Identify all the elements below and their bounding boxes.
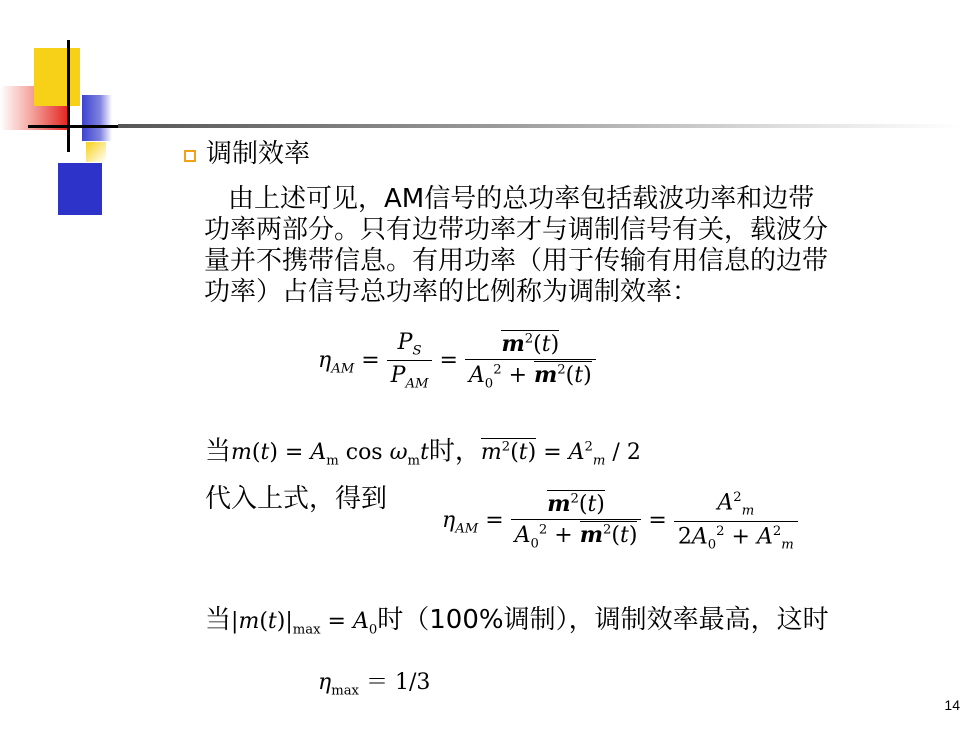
decor-vertical-line [67, 40, 70, 152]
paragraph-line: 功率）占信号总功率的比例称为调制效率： [204, 277, 699, 307]
decor-yellow-small [86, 142, 106, 162]
equation-efficiency-substituted: $\eta_{AM}$ = $\frac{m^2(t)}{A_0^2 + m^2(t)}$ = $\frac{A^2_m}{2A_0^2 + A^2_m}$ [442, 490, 798, 552]
title-divider-line [118, 124, 960, 128]
equation-efficiency: $\eta_{AM}$ = $\frac{P_S}{P_{AM}}$ = $\frac{m^2(t)}{A_0^2 + m^2(t)}$ [318, 330, 596, 392]
paragraph-line: 由上述可见，AM信号的总功率包括载波功率和边带 [228, 184, 815, 214]
bullet-title: 调制效率 [206, 139, 311, 169]
max-efficiency-line: 当$|m(t)|_{max} = A_0$时（100%调制），调制效率最高，这时 [205, 605, 829, 638]
decor-blue-gradient [82, 95, 112, 141]
decor-cross-line [28, 125, 118, 128]
decor-blue-square [58, 163, 102, 215]
paragraph-line: 功率两部分。只有边带功率才与调制信号有关，载波分 [204, 215, 829, 245]
body-paragraph [204, 184, 944, 308]
decor-yellow-square [34, 48, 80, 106]
page-number: 14 [944, 697, 960, 713]
substitute-line: 代入上式，得到 [205, 484, 388, 514]
bullet-square-icon [184, 150, 196, 162]
paragraph-line: 量并不携带信息。有用功率（用于传输有用信息的边带 [204, 246, 829, 276]
equation-max-efficiency: $\eta_{max} = 1/3$ [318, 670, 431, 699]
condition-line: 当$m(t) = A_m$ $\cos \omega_mt$时，$m^2(t) = A^2_m / 2$ [205, 436, 641, 469]
